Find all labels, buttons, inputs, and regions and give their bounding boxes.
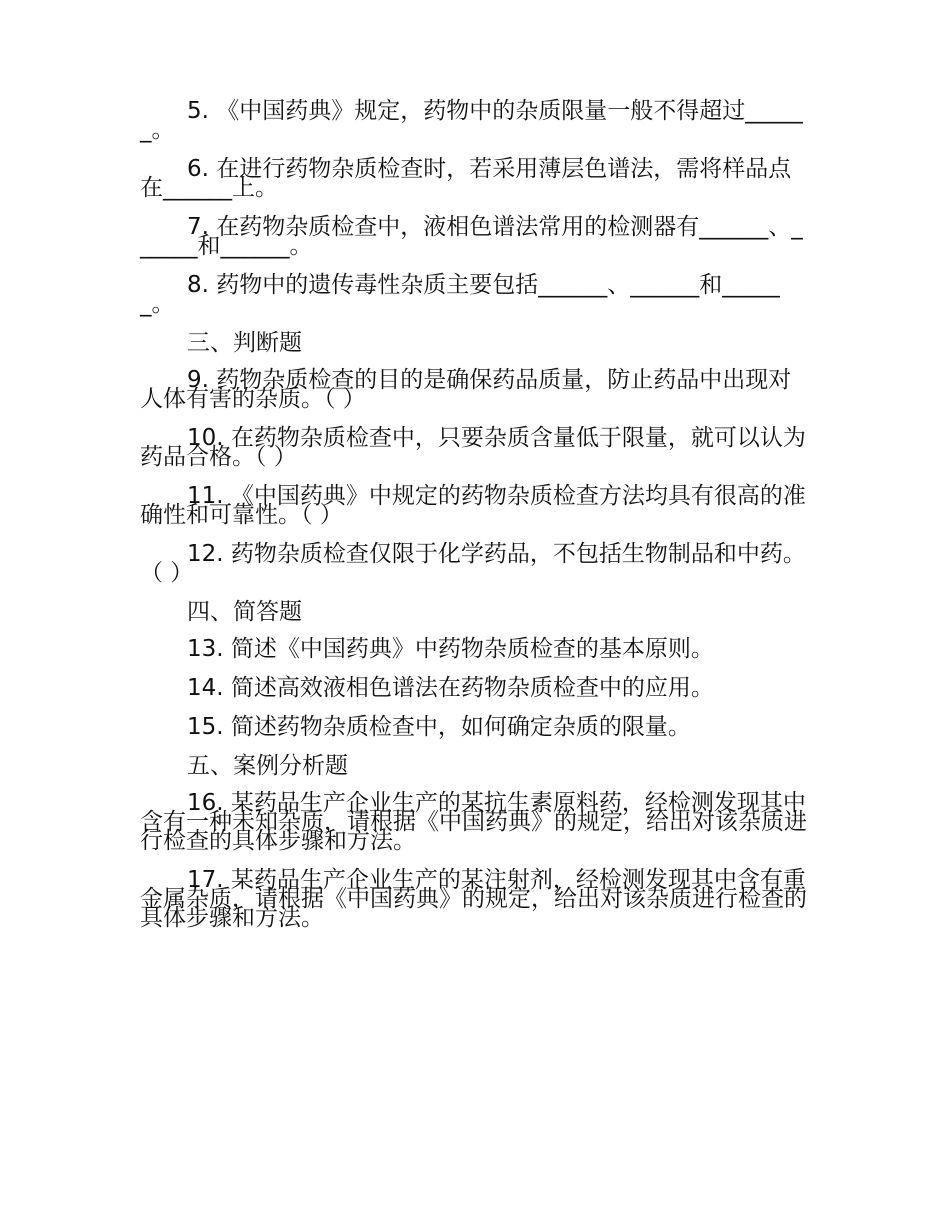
question-17: 17. 某药品生产企业生产的某注射剂，经检测发现其中含有重金属杂质，请根据《中国药典》的规定，给出对该杂质进行检查的具体步骤和方法。 <box>140 867 807 931</box>
question-16: 16. 某药品生产企业生产的某抗生素原料药，经检测发现其中含有一种未知杂质，请根据《中国药典》的规定，给出对该杂质进行检查的具体步骤和方法。 <box>140 790 807 854</box>
question-11: 11. 《中国药典》中规定的药物杂质检查方法均具有很高的准确性和可靠性。（ ） <box>140 483 806 528</box>
question-13: 13. 简述《中国药典》中药物杂质检查的基本原则。 <box>187 636 714 662</box>
document-body <box>140 98 812 948</box>
section-heading-case-analysis: 五、案例分析题 <box>187 753 348 779</box>
question-9: 9. 药物杂质检查的目的是确保药品质量，防止药品中出现对人体有害的杂质。（ ） <box>140 367 792 412</box>
question-7: 7. 在药物杂质检查中，液相色谱法常用的检测器有______、______和______。 <box>140 214 803 259</box>
question-12: 12. 药物杂质检查仅限于化学药品，不包括生物制品和中药。（ ） <box>140 541 806 586</box>
section-heading-short-answer: 四、简答题 <box>187 599 302 625</box>
question-6: 6. 在进行药物杂质检查时，若采用薄层色谱法，需将样品点在______上。 <box>140 156 792 201</box>
question-10: 10. 在药物杂质检查中，只要杂质含量低于限量，就可以认为药品合格。（ ） <box>140 425 806 470</box>
question-8: 8. 药物中的遗传毒性杂质主要包括______、______和______。 <box>140 272 780 317</box>
question-14: 14. 简述高效液相色谱法在药物杂质检查中的应用。 <box>187 675 714 701</box>
section-heading-true-false: 三、判断题 <box>187 330 302 356</box>
question-15: 15. 简述药物杂质检查中，如何确定杂质的限量。 <box>187 714 691 740</box>
question-5: 5. 《中国药典》规定，药物中的杂质限量一般不得超过______。 <box>140 98 803 143</box>
